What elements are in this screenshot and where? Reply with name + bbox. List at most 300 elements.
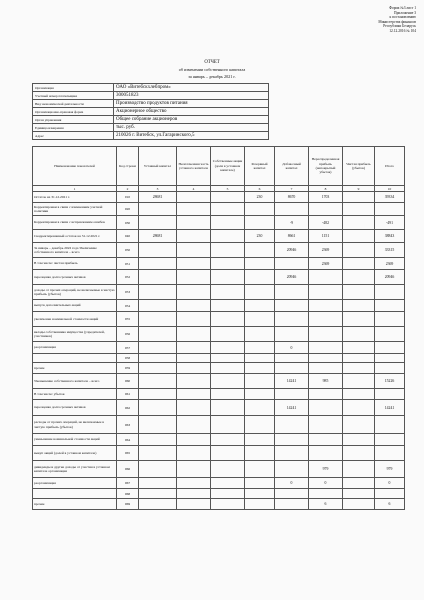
- row-value-c10: [375, 312, 405, 327]
- report-subtitle: об изменении собственного капитала: [178, 67, 246, 72]
- row-value-c10: [375, 363, 405, 374]
- row-value-c6: [245, 363, 275, 374]
- row-value-c9: [343, 363, 375, 374]
- row-value-c10: 14241: [375, 400, 405, 416]
- row-value-c8: [309, 489, 343, 499]
- row-value-c10: 39334: [375, 192, 405, 203]
- row-value-c7: -9: [275, 216, 309, 230]
- row-value-c4: [177, 461, 211, 478]
- row-value-c6: [245, 327, 275, 342]
- column-header: Чистая прибыль (убыток): [343, 147, 375, 186]
- row-value-c5: [211, 192, 245, 203]
- row-value-c4: [177, 446, 211, 461]
- row-value-c9: [343, 461, 375, 478]
- row-value-c5: [211, 478, 245, 489]
- row-name: В том числе: убыток: [33, 389, 117, 400]
- row-value-c10: [375, 327, 405, 342]
- row-value-c5: [211, 374, 245, 389]
- row-code: 010: [117, 192, 139, 203]
- row-value-c10: 2369: [375, 258, 405, 270]
- column-number: 10: [375, 186, 405, 192]
- table-row: [33, 389, 405, 400]
- row-value-c6: [245, 258, 275, 270]
- row-value-c5: [211, 312, 245, 327]
- column-number: 1: [33, 186, 117, 192]
- row-value-c9: [343, 489, 375, 499]
- row-value-c6: [245, 461, 275, 478]
- row-value-c5: [211, 354, 245, 363]
- row-value-c5: [211, 446, 245, 461]
- form-header-line: Министерства финансов: [378, 19, 416, 24]
- row-value-c8: 979: [309, 461, 343, 478]
- info-row: [33, 100, 269, 108]
- row-value-c4: [177, 342, 211, 354]
- row-value-c7: [275, 489, 309, 499]
- row-value-c7: [275, 416, 309, 434]
- row-value-c8: 2369: [309, 243, 343, 258]
- row-value-c5: [211, 400, 245, 416]
- row-value-c8: [309, 285, 343, 300]
- row-value-c4: [177, 363, 211, 374]
- row-code: 050: [117, 243, 139, 258]
- row-value-c3: [139, 478, 177, 489]
- table-row: [33, 489, 405, 499]
- row-value-c5: [211, 285, 245, 300]
- info-label: Адрес: [33, 132, 114, 140]
- row-name: прочие: [33, 363, 117, 374]
- row-code: 052: [117, 270, 139, 285]
- row-value-c6: [245, 312, 275, 327]
- row-value-c6: [245, 374, 275, 389]
- row-value-c7: [275, 203, 309, 216]
- row-value-c3: [139, 434, 177, 446]
- info-value: тыс. руб.: [114, 124, 269, 132]
- row-value-c6: [245, 478, 275, 489]
- row-value-c6: [245, 446, 275, 461]
- row-value-c3: 28681: [139, 230, 177, 243]
- info-label: Учетный номер плательщика: [33, 92, 114, 100]
- column-header: Добавочный капитал: [275, 147, 309, 186]
- row-value-c8: [309, 446, 343, 461]
- row-value-c10: [375, 446, 405, 461]
- row-code: 059: [117, 363, 139, 374]
- info-value: 300051823: [114, 92, 269, 100]
- row-name: За январь – декабрь 2022 года Увеличение собственного капитала – всего: [33, 243, 117, 258]
- row-value-c7: 8661: [275, 230, 309, 243]
- row-name: Корректировки в связи с исправлением ошибок: [33, 216, 117, 230]
- table-row: [33, 499, 405, 510]
- row-value-c4: [177, 216, 211, 230]
- row-value-c3: [139, 258, 177, 270]
- row-name: переоценка долгосрочных активов: [33, 400, 117, 416]
- row-value-c4: [177, 434, 211, 446]
- row-value-c4: [177, 203, 211, 216]
- column-header: Нераспределенная прибыль (непокрытый убыток): [309, 147, 343, 186]
- row-value-c6: [245, 499, 275, 510]
- row-value-c6: [245, 354, 275, 363]
- row-value-c8: 0: [309, 478, 343, 489]
- row-value-c10: [375, 342, 405, 354]
- row-value-c10: [375, 489, 405, 499]
- row-value-c4: [177, 300, 211, 312]
- row-value-c9: [343, 327, 375, 342]
- row-value-c7: 20946: [275, 243, 309, 258]
- info-value: Производство продуктов питания: [114, 100, 269, 108]
- row-value-c5: [211, 258, 245, 270]
- row-value-c9: [343, 389, 375, 400]
- row-value-c10: 0: [375, 478, 405, 489]
- row-value-c6: [245, 389, 275, 400]
- row-value-c3: [139, 389, 177, 400]
- row-code: 057: [117, 342, 139, 354]
- column-number: 7: [275, 186, 309, 192]
- row-name: В том числе: чистая прибыль: [33, 258, 117, 270]
- row-value-c4: [177, 374, 211, 389]
- row-value-c5: [211, 499, 245, 510]
- row-value-c3: [139, 243, 177, 258]
- row-code: 066: [117, 461, 139, 478]
- row-value-c7: [275, 446, 309, 461]
- row-value-c7: [275, 300, 309, 312]
- row-value-c6: 230: [245, 230, 275, 243]
- row-value-c4: [177, 400, 211, 416]
- table-row: [33, 400, 405, 416]
- row-value-c6: [245, 216, 275, 230]
- row-value-c5: [211, 216, 245, 230]
- row-value-c8: [309, 312, 343, 327]
- column-header: Собственные акции (доли в уставном капитале): [211, 147, 245, 186]
- table-row: [33, 327, 405, 342]
- row-value-c7: [275, 363, 309, 374]
- row-value-c7: [275, 499, 309, 510]
- form-header-line: Приложение 3: [394, 10, 416, 15]
- row-code: 055: [117, 312, 139, 327]
- row-value-c7: [275, 434, 309, 446]
- row-value-c8: [309, 363, 343, 374]
- row-value-c10: [375, 285, 405, 300]
- row-value-c10: -491: [375, 216, 405, 230]
- row-value-c9: [343, 478, 375, 489]
- row-value-c7: 8670: [275, 192, 309, 203]
- info-row: [33, 84, 269, 92]
- report-title: ОТЧЕТ: [204, 60, 220, 65]
- table-row: [33, 243, 405, 258]
- row-value-c5: [211, 461, 245, 478]
- row-value-c4: [177, 389, 211, 400]
- row-value-c9: [343, 416, 375, 434]
- form-header: [378, 6, 416, 34]
- table-row: [33, 312, 405, 327]
- row-value-c4: [177, 270, 211, 285]
- row-value-c10: [375, 354, 405, 363]
- column-header: Неоплаченная часть уставного капитала: [177, 147, 211, 186]
- row-value-c9: [343, 192, 375, 203]
- row-value-c9: [343, 243, 375, 258]
- row-value-c5: [211, 489, 245, 499]
- row-value-c8: -482: [309, 216, 343, 230]
- row-code: 060: [117, 374, 139, 389]
- column-number: 3: [139, 186, 177, 192]
- info-row: [33, 92, 269, 100]
- table-row: [33, 354, 405, 363]
- table-row: [33, 434, 405, 446]
- table-row: [33, 258, 405, 270]
- row-value-c8: [309, 327, 343, 342]
- row-value-c6: [245, 342, 275, 354]
- row-name: переоценка долгосрочных активов: [33, 270, 117, 285]
- row-value-c3: [139, 446, 177, 461]
- row-code: 063: [117, 416, 139, 434]
- form-header-line: Республики Беларусь: [383, 24, 416, 29]
- row-value-c3: [139, 363, 177, 374]
- row-value-c7: 14241: [275, 374, 309, 389]
- row-value-c5: [211, 243, 245, 258]
- row-name: Остаток на 31.12.2021 г.: [33, 192, 117, 203]
- row-value-c4: [177, 478, 211, 489]
- row-value-c4: [177, 489, 211, 499]
- table-row: [33, 203, 405, 216]
- info-label: Вид экономической деятельности: [33, 100, 114, 108]
- table-row: [33, 230, 405, 243]
- report-period: за январь – декабрь 2021 г.: [188, 74, 236, 79]
- info-label: Организация: [33, 84, 114, 92]
- row-value-c4: [177, 354, 211, 363]
- row-value-c6: [245, 243, 275, 258]
- row-code: 040: [117, 230, 139, 243]
- row-value-c7: [275, 258, 309, 270]
- row-value-c5: [211, 342, 245, 354]
- table-row: [33, 192, 405, 203]
- row-name: реорганизация: [33, 342, 117, 354]
- row-name: расходы от прочих операций, не включаемые в чистую прибыль (убыток): [33, 416, 117, 434]
- row-value-c5: [211, 416, 245, 434]
- row-value-c9: [343, 312, 375, 327]
- row-value-c9: [343, 354, 375, 363]
- info-label: Организационно-правовая форма: [33, 108, 114, 116]
- row-name: Скорректированный остаток на 31.12.2021 г.: [33, 230, 117, 243]
- row-value-c4: [177, 285, 211, 300]
- row-value-c3: 28681: [139, 192, 177, 203]
- row-name: уменьшение номинальной стоимости акций: [33, 434, 117, 446]
- info-value: 210026 г. Витебск, ул.Гагаринского,5: [114, 132, 269, 140]
- row-value-c9: [343, 285, 375, 300]
- row-value-c9: [343, 230, 375, 243]
- row-name: реорганизация: [33, 478, 117, 489]
- table-row: [33, 416, 405, 434]
- row-value-c8: [309, 300, 343, 312]
- column-header: Итого: [375, 147, 405, 186]
- row-value-c8: 2369: [309, 258, 343, 270]
- column-number: 8: [309, 186, 343, 192]
- row-value-c7: [275, 285, 309, 300]
- table-row: [33, 478, 405, 489]
- column-number: 6: [245, 186, 275, 192]
- row-value-c4: [177, 312, 211, 327]
- row-value-c5: [211, 270, 245, 285]
- row-value-c7: 0: [275, 478, 309, 489]
- row-value-c9: [343, 374, 375, 389]
- row-value-c9: [343, 203, 375, 216]
- row-value-c4: [177, 230, 211, 243]
- row-value-c6: [245, 434, 275, 446]
- row-name: доходы от прочих операций, не включаемые в чистую прибыль (убыток): [33, 285, 117, 300]
- row-code: 053: [117, 285, 139, 300]
- row-value-c8: [309, 342, 343, 354]
- row-code: 058: [117, 354, 139, 363]
- row-value-c4: [177, 258, 211, 270]
- row-value-c9: [343, 258, 375, 270]
- row-code: 069: [117, 499, 139, 510]
- row-value-c10: 20946: [375, 270, 405, 285]
- row-value-c3: [139, 312, 177, 327]
- row-value-c8: [309, 354, 343, 363]
- info-row: [33, 116, 269, 124]
- row-value-c3: [139, 342, 177, 354]
- table-row: [33, 461, 405, 478]
- table-row: [33, 374, 405, 389]
- row-name: [33, 354, 117, 363]
- row-value-c6: [245, 489, 275, 499]
- column-number: 4: [177, 186, 211, 192]
- row-name: увеличение номинальной стоимости акций: [33, 312, 117, 327]
- row-value-c9: [343, 499, 375, 510]
- row-value-c10: [375, 300, 405, 312]
- table-row: [33, 363, 405, 374]
- row-value-c8: 6: [309, 499, 343, 510]
- row-code: 056: [117, 327, 139, 342]
- row-code: 051: [117, 258, 139, 270]
- row-value-c3: [139, 354, 177, 363]
- row-value-c7: [275, 461, 309, 478]
- row-value-c3: [139, 203, 177, 216]
- row-value-c9: [343, 300, 375, 312]
- row-value-c8: [309, 389, 343, 400]
- row-value-c4: [177, 192, 211, 203]
- row-value-c3: [139, 499, 177, 510]
- row-value-c7: [275, 327, 309, 342]
- form-header-line: 12.12.2016 № 104: [389, 28, 416, 33]
- row-value-c3: [139, 400, 177, 416]
- row-value-c9: [343, 216, 375, 230]
- row-value-c3: [139, 489, 177, 499]
- column-header: Резервный капитал: [245, 147, 275, 186]
- row-value-c4: [177, 416, 211, 434]
- info-row: [33, 108, 269, 116]
- table-row: [33, 342, 405, 354]
- info-row: [33, 132, 269, 140]
- row-value-c8: [309, 434, 343, 446]
- table-row: [33, 270, 405, 285]
- row-value-c5: [211, 203, 245, 216]
- row-value-c6: [245, 203, 275, 216]
- info-label: Орган управления: [33, 116, 114, 124]
- row-value-c7: [275, 354, 309, 363]
- row-name: выпуск дополнительных акций: [33, 300, 117, 312]
- row-value-c7: [275, 312, 309, 327]
- form-header-line: к постановлению: [389, 15, 416, 20]
- row-value-c5: [211, 230, 245, 243]
- row-value-c4: [177, 243, 211, 258]
- row-name: вклады собственника имущества (учредителей, участников): [33, 327, 117, 342]
- row-value-c5: [211, 300, 245, 312]
- row-value-c10: 15226: [375, 374, 405, 389]
- row-value-c3: [139, 461, 177, 478]
- row-value-c5: [211, 327, 245, 342]
- row-value-c5: [211, 389, 245, 400]
- row-value-c6: [245, 285, 275, 300]
- row-value-c9: [343, 400, 375, 416]
- row-value-c6: [245, 270, 275, 285]
- column-header: Наименование показателей: [33, 147, 117, 186]
- row-value-c4: [177, 327, 211, 342]
- row-name: прочие: [33, 499, 117, 510]
- column-header: Код строки: [117, 147, 139, 186]
- row-code: 064: [117, 434, 139, 446]
- row-value-c3: [139, 300, 177, 312]
- row-code: 054: [117, 300, 139, 312]
- row-value-c8: [309, 400, 343, 416]
- row-name: выкуп акций (долей в уставном капитале): [33, 446, 117, 461]
- row-name: Уменьшение собственного капитала – всего: [33, 374, 117, 389]
- row-code: 020: [117, 203, 139, 216]
- row-value-c6: [245, 300, 275, 312]
- row-value-c9: [343, 270, 375, 285]
- row-value-c6: 230: [245, 192, 275, 203]
- row-value-c7: 0: [275, 342, 309, 354]
- row-name: дивиденды и другие доходы от участия в уставном капитале организации: [33, 461, 117, 478]
- row-value-c8: 985: [309, 374, 343, 389]
- row-value-c4: [177, 499, 211, 510]
- row-value-c10: 38843: [375, 230, 405, 243]
- row-value-c7: 14241: [275, 400, 309, 416]
- row-name: [33, 489, 117, 499]
- row-value-c5: [211, 363, 245, 374]
- row-value-c8: 1151: [309, 230, 343, 243]
- row-value-c6: [245, 416, 275, 434]
- column-number: 2: [117, 186, 139, 192]
- table-row: [33, 285, 405, 300]
- row-value-c8: [309, 416, 343, 434]
- row-code: 061: [117, 389, 139, 400]
- row-value-c8: [309, 203, 343, 216]
- row-value-c10: 6: [375, 499, 405, 510]
- table-header-row: [33, 147, 405, 186]
- info-row: [33, 124, 269, 132]
- row-value-c9: [343, 446, 375, 461]
- row-value-c9: [343, 342, 375, 354]
- info-value: ОАО «Витебскхлебпром»: [114, 84, 269, 92]
- row-value-c10: [375, 416, 405, 434]
- row-value-c8: [309, 270, 343, 285]
- info-value: Общее собрание акционеров: [114, 116, 269, 124]
- row-name: Корректировки в связи с изменением учетной политики: [33, 203, 117, 216]
- column-number: 5: [211, 186, 245, 192]
- info-value: Акционерное общество: [114, 108, 269, 116]
- row-value-c3: [139, 327, 177, 342]
- row-value-c10: 979: [375, 461, 405, 478]
- form-header-line: Форма №3 лист 1: [389, 6, 416, 10]
- row-value-c7: 20946: [275, 270, 309, 285]
- row-value-c10: [375, 434, 405, 446]
- row-code: 065: [117, 446, 139, 461]
- row-value-c8: 1703: [309, 192, 343, 203]
- row-code: 030: [117, 216, 139, 230]
- table-row: [33, 300, 405, 312]
- row-value-c3: [139, 374, 177, 389]
- column-number: 9: [343, 186, 375, 192]
- row-value-c10: 33315: [375, 243, 405, 258]
- row-code: 068: [117, 489, 139, 499]
